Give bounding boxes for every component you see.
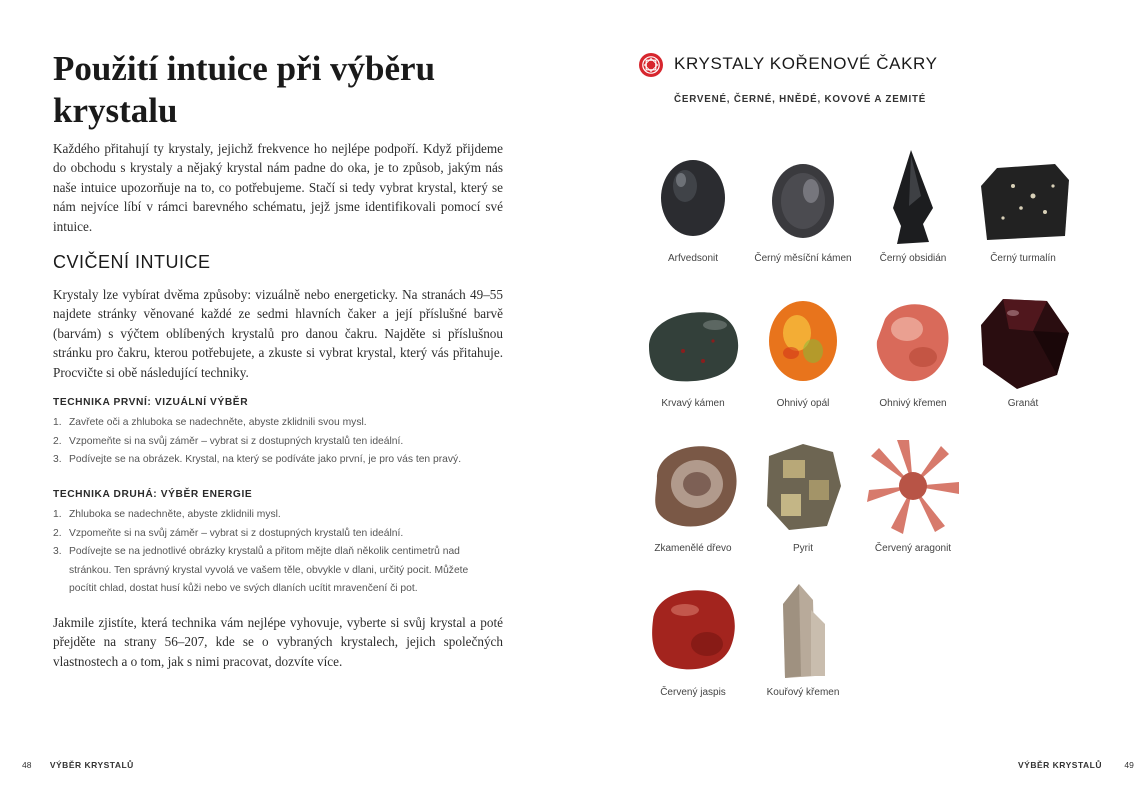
crystal-caption: Granát	[1007, 398, 1039, 409]
crystal-caption: Krvavý kámen	[661, 398, 725, 409]
black-obsidian-image	[863, 146, 963, 246]
crystal-caption: Černý obsidián	[879, 253, 947, 264]
list-item: 1. Zavřete oči a zhluboka se nadechněte, abyste zklidnili svou mysl.	[53, 417, 367, 428]
technique-2-heading: TECHNIKA DRUHÁ: VÝBĚR ENERGIE	[53, 489, 253, 500]
crystal-red-aragonite	[848, 436, 978, 566]
list-item: 3. Podívejte se na jednotlivé obrázky krystalů a přitom mějte dlaň několik centimetrů nad stránkou. Ten správný krystal vyvolá ve vašem těle, obvykle v dlani, určitý pocit. Můžete pocítit chlad, dostat husí kůži nebo ve svých dlaních ucítit mravenčení či pot.	[53, 546, 469, 595]
page-number: 48	[22, 760, 32, 770]
petrified-wood-image	[643, 436, 743, 536]
bloodstone-image	[643, 291, 743, 391]
section-paragraph: Krystaly lze vybírat dvěma způsoby: vizuálně nebo energeticky. Na stranách 49–55 najdete stránky věnované každé ze sedmi hlavních čaker a její příslušné barvě (barvám) s výčtem oblíbených krystalů pro danou čakru. Najděte si příslušnou stránku pro čakru, kterou potřebujete, a zkuste si vybrat krystal, který vás přitahuje. Procvičte si obě následující techniky.	[53, 287, 503, 380]
page-title: Použití intuice při výběru krystalu	[53, 49, 436, 130]
pyrite-image	[753, 436, 853, 536]
list-item: 3. Podívejte se na obrázek. Krystal, na který se podíváte jako první, je pro vás ten pravý.	[53, 454, 462, 466]
crystal-garnet	[958, 291, 1088, 421]
crystal-caption: Pyrit	[793, 543, 813, 554]
smoky-quartz-image	[753, 580, 853, 680]
intro-paragraph: Každého přitahují ty krystaly, jejichž frekvence ho nejlépe podpoří. Když přijdeme do obchodu s krystaly a nějaký krystal nám padne do oka, je to způsob, jakým nás naše intuice upozorňuje na to, co potřebujeme. Stačí si tedy vybrat krystal, který se nám nejvíce líbí v rámci barevného schématu, jejž jsme identifikovali pomocí své intuice.	[53, 141, 503, 234]
crystal-caption: Černý turmalín	[990, 253, 1056, 264]
red-aragonite-image	[863, 436, 963, 536]
crystal-caption: Arfvedsonit	[667, 253, 719, 264]
right-page	[568, 0, 1136, 800]
crystal-caption: Zkamenělé dřevo	[654, 543, 732, 554]
closing-paragraph: Jakmile zjistíte, která technika vám nejlépe vyhovuje, vyberte si svůj krystal a poté přejděte na strany 56–207, kde se o vybraných krystalech, jejich společných vlastnostech a o tom, jak s nimi pracovat, dozvíte více.	[53, 615, 503, 669]
root-chakra-icon	[638, 52, 664, 78]
black-tourmaline-image	[973, 146, 1073, 246]
crystal-caption: Červený aragonit	[874, 543, 952, 554]
crystal-caption: Kouřový křemen	[766, 687, 840, 698]
crystal-caption: Červený jaspis	[660, 687, 726, 698]
fire-quartz-image	[863, 291, 963, 391]
technique-1-heading: TECHNIKA PRVNÍ: VIZUÁLNÍ VÝBĚR	[53, 397, 249, 408]
section-heading: CVIČENÍ INTUICE	[53, 252, 211, 272]
fire-opal-image	[753, 291, 853, 391]
arfvedsonit-image	[643, 146, 743, 246]
red-jasper-image	[643, 580, 743, 680]
list-item: 1. Zhluboka se nadechněte, abyste zklidnili mysl.	[53, 509, 281, 520]
crystal-black-tourmaline	[958, 146, 1088, 276]
technique-1-steps	[53, 414, 493, 470]
chakra-subtitle: ČERVENÉ, ČERNÉ, HNĚDÉ, KOVOVÉ A ZEMITÉ	[674, 94, 927, 105]
technique-2-steps	[53, 506, 493, 599]
black-moonstone-image	[753, 146, 853, 246]
footer-section: VÝBĚR KRYSTALŮ	[49, 760, 134, 770]
crystal-smoky-quartz	[738, 580, 868, 710]
list-item: 2. Vzpomeňte si na svůj záměr – vybrat si z dostupných krystalů ten ideální.	[53, 527, 404, 539]
footer-section: VÝBĚR KRYSTALŮ	[1018, 760, 1102, 770]
crystal-caption: Ohnivý opál	[776, 398, 830, 409]
list-item: 2. Vzpomeňte si na svůj záměr – vybrat si z dostupných krystalů ten ideální.	[53, 435, 404, 447]
crystal-caption: Černý měsíční kámen	[754, 253, 852, 264]
left-footer	[22, 760, 134, 770]
garnet-image	[973, 291, 1073, 391]
page-number: 49	[1124, 760, 1134, 770]
crystal-caption: Ohnivý křemen	[879, 398, 947, 409]
chakra-title: KRYSTALY KOŘENOVÉ ČAKRY	[674, 54, 938, 73]
right-footer	[1018, 760, 1134, 770]
